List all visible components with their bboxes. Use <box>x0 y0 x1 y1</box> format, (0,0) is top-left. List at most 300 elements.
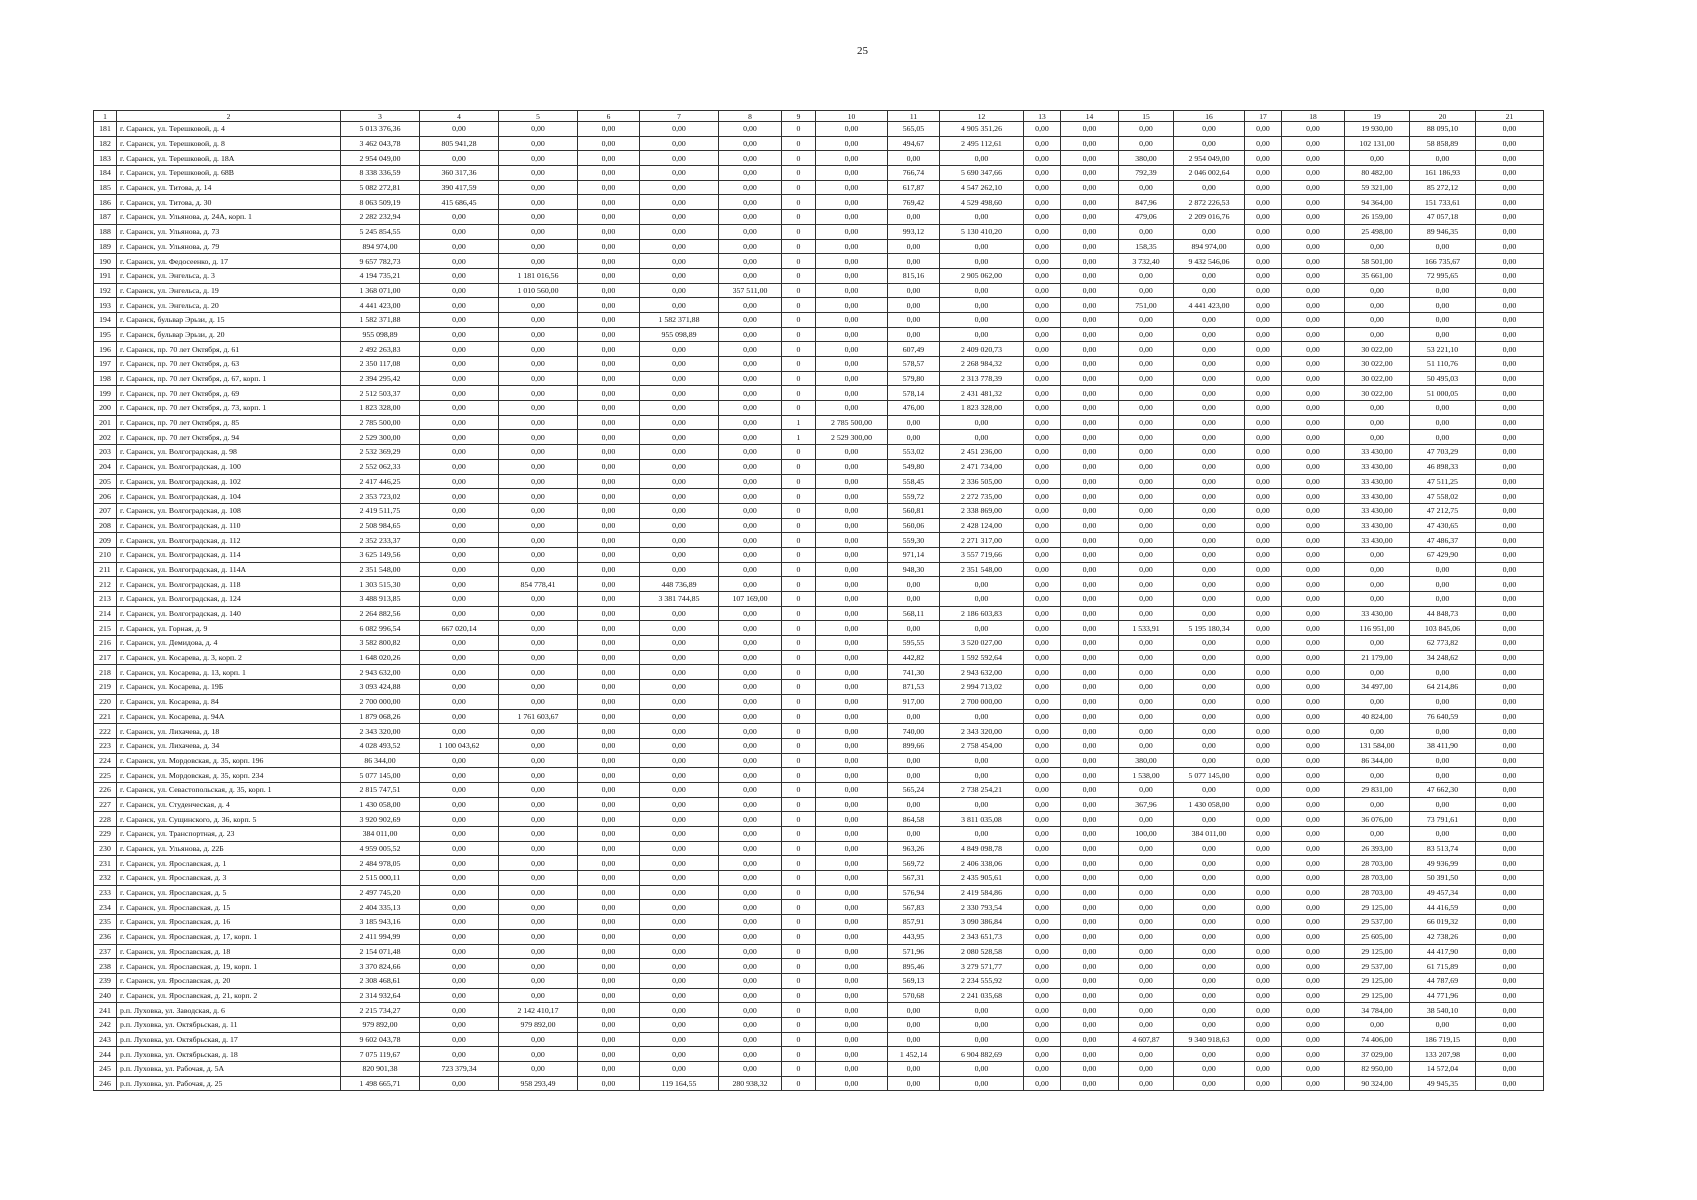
value-cell: 0,00 <box>640 797 719 812</box>
value-cell: 0,00 <box>719 768 782 783</box>
value-cell: 2 532 369,29 <box>341 445 420 460</box>
value-cell: 0,00 <box>1024 694 1061 709</box>
row-number-cell: 185 <box>94 180 117 195</box>
value-cell: 2 954 049,00 <box>341 151 420 166</box>
table-row <box>94 753 1544 768</box>
value-cell: 0,00 <box>499 224 578 239</box>
value-cell: 0,00 <box>499 827 578 842</box>
value-cell: 0,00 <box>1061 812 1119 827</box>
row-number-cell: 210 <box>94 547 117 562</box>
value-cell: 0,00 <box>1174 856 1245 871</box>
value-cell: 0,00 <box>640 371 719 386</box>
address-cell: г. Саранск, ул. Ярославская, д. 21, корп. 2 <box>117 988 341 1003</box>
value-cell: 0,00 <box>578 665 640 680</box>
value-cell: 0,00 <box>816 166 888 181</box>
value-cell: 0,00 <box>1024 180 1061 195</box>
value-cell: 0,00 <box>420 312 499 327</box>
value-cell: 0,00 <box>420 357 499 372</box>
table-row <box>94 577 1544 592</box>
value-cell: 595,55 <box>888 636 940 651</box>
value-cell: 0,00 <box>1476 298 1544 313</box>
row-number-cell: 240 <box>94 988 117 1003</box>
value-cell: 131 584,00 <box>1345 738 1410 753</box>
address-cell: г. Саранск, ул. Косарева, д. 19Б <box>117 680 341 695</box>
value-cell: 0,00 <box>719 195 782 210</box>
address-cell: р.п. Луховка, ул. Заводская, д. 6 <box>117 1003 341 1018</box>
value-cell: 0,00 <box>1345 636 1410 651</box>
value-cell: 0 <box>782 533 816 548</box>
value-cell: 0,00 <box>640 518 719 533</box>
value-cell: 0,00 <box>1245 459 1282 474</box>
value-cell: 0,00 <box>499 166 578 181</box>
value-cell: 0,00 <box>816 959 888 974</box>
value-cell: 0,00 <box>1245 224 1282 239</box>
value-cell: 0,00 <box>719 782 782 797</box>
value-cell: 0 <box>782 166 816 181</box>
address-cell: г. Саранск, ул. Сущинского, д. 36, корп. 5 <box>117 812 341 827</box>
value-cell: 0,00 <box>1061 401 1119 416</box>
value-cell: 0,00 <box>1061 929 1119 944</box>
value-cell: 9 602 043,78 <box>341 1032 420 1047</box>
value-cell: 0,00 <box>1024 827 1061 842</box>
value-cell: 1 181 016,56 <box>499 268 578 283</box>
value-cell: 47 703,29 <box>1410 445 1476 460</box>
value-cell: 0,00 <box>1024 122 1061 137</box>
value-cell: 864,58 <box>888 812 940 827</box>
row-number-cell: 239 <box>94 973 117 988</box>
value-cell: 0 <box>782 136 816 151</box>
row-number-cell: 183 <box>94 151 117 166</box>
value-cell: 0,00 <box>1119 122 1174 137</box>
row-number-cell: 216 <box>94 636 117 651</box>
value-cell: 44 416,59 <box>1410 900 1476 915</box>
value-cell: 0,00 <box>1282 592 1345 607</box>
value-cell: 0,00 <box>420 592 499 607</box>
value-cell: 0,00 <box>888 1032 940 1047</box>
address-cell: г. Саранск, ул. Волгоградская, д. 104 <box>117 489 341 504</box>
column-number-header-row <box>94 111 1544 122</box>
value-cell: 1 582 371,88 <box>341 312 420 327</box>
value-cell: 0,00 <box>640 959 719 974</box>
value-cell: 0,00 <box>1282 915 1345 930</box>
column-number-header: 15 <box>1119 111 1174 122</box>
value-cell: 0,00 <box>719 518 782 533</box>
value-cell: 0,00 <box>578 136 640 151</box>
value-cell: 0,00 <box>1174 283 1245 298</box>
value-cell: 0,00 <box>1245 298 1282 313</box>
value-cell: 0,00 <box>719 268 782 283</box>
value-cell: 0,00 <box>1282 415 1345 430</box>
value-cell: 0,00 <box>816 180 888 195</box>
address-cell: г. Саранск, ул. Ярославская, д. 3 <box>117 871 341 886</box>
value-cell: 0,00 <box>1410 327 1476 342</box>
value-cell: 29 125,00 <box>1345 988 1410 1003</box>
value-cell: 0,00 <box>499 753 578 768</box>
value-cell: 73 791,61 <box>1410 812 1476 827</box>
value-cell: 895,46 <box>888 959 940 974</box>
value-cell: 0,00 <box>1061 254 1119 269</box>
value-cell: 2 351 548,00 <box>341 562 420 577</box>
value-cell: 35 661,00 <box>1345 268 1410 283</box>
value-cell: 0,00 <box>1245 680 1282 695</box>
row-number-cell: 233 <box>94 885 117 900</box>
value-cell: 0,00 <box>1476 944 1544 959</box>
value-cell: 2 215 734,27 <box>341 1003 420 1018</box>
value-cell: 0,00 <box>816 827 888 842</box>
value-cell: 0,00 <box>1476 900 1544 915</box>
table-row <box>94 518 1544 533</box>
value-cell: 769,42 <box>888 195 940 210</box>
address-cell: г. Саранск, ул. Ярославская, д. 20 <box>117 973 341 988</box>
value-cell: 0,00 <box>1282 122 1345 137</box>
column-number-header: 2 <box>117 111 341 122</box>
value-cell: 0,00 <box>578 827 640 842</box>
value-cell: 0 <box>782 592 816 607</box>
value-cell: 0,00 <box>1061 650 1119 665</box>
value-cell: 0,00 <box>1024 312 1061 327</box>
row-number-cell: 243 <box>94 1032 117 1047</box>
value-cell: 0,00 <box>1024 136 1061 151</box>
value-cell: 0 <box>782 841 816 856</box>
value-cell: 0,00 <box>1024 900 1061 915</box>
value-cell: 0,00 <box>1282 342 1345 357</box>
value-cell: 0,00 <box>1174 709 1245 724</box>
value-cell: 0,00 <box>578 959 640 974</box>
value-cell: 0,00 <box>420 268 499 283</box>
value-cell: 0,00 <box>816 489 888 504</box>
value-cell: 0,00 <box>499 871 578 886</box>
value-cell: 571,96 <box>888 944 940 959</box>
address-cell: г. Саранск, ул. Терешковой, д. 68В <box>117 166 341 181</box>
value-cell: 0,00 <box>1410 694 1476 709</box>
value-cell: 0,00 <box>1245 489 1282 504</box>
value-cell: 0,00 <box>1245 694 1282 709</box>
value-cell: 568,11 <box>888 606 940 621</box>
address-cell: г. Саранск, пр. 70 лет Октября, д. 85 <box>117 415 341 430</box>
table-row <box>94 606 1544 621</box>
value-cell: 0,00 <box>1245 533 1282 548</box>
value-cell: 0,00 <box>1282 459 1345 474</box>
value-cell: 0,00 <box>1282 195 1345 210</box>
value-cell: 740,00 <box>888 724 940 739</box>
value-cell: 0,00 <box>1061 327 1119 342</box>
row-number-cell: 196 <box>94 342 117 357</box>
value-cell: 0,00 <box>1119 636 1174 651</box>
value-cell: 0,00 <box>1476 474 1544 489</box>
value-cell: 0,00 <box>640 768 719 783</box>
value-cell: 0,00 <box>1174 1076 1245 1091</box>
value-cell: 0 <box>782 562 816 577</box>
value-cell: 1 010 560,00 <box>499 283 578 298</box>
column-number-header: 11 <box>888 111 940 122</box>
value-cell: 0,00 <box>578 459 640 474</box>
value-cell: 0,00 <box>1282 944 1345 959</box>
value-cell: 33 430,00 <box>1345 474 1410 489</box>
value-cell: 0,00 <box>816 1047 888 1062</box>
value-cell: 0,00 <box>1410 151 1476 166</box>
address-cell: г. Саранск, ул. Ярославская, д. 1 <box>117 856 341 871</box>
row-number-cell: 190 <box>94 254 117 269</box>
value-cell: 0,00 <box>719 239 782 254</box>
value-cell: 0,00 <box>719 1017 782 1032</box>
value-cell: 2 406 338,06 <box>940 856 1024 871</box>
value-cell: 4 194 735,21 <box>341 268 420 283</box>
value-cell: 0,00 <box>1174 357 1245 372</box>
value-cell: 0,00 <box>1024 1003 1061 1018</box>
value-cell: 0,00 <box>1061 415 1119 430</box>
value-cell: 0 <box>782 621 816 636</box>
value-cell: 0,00 <box>1476 1047 1544 1062</box>
value-cell: 0,00 <box>1061 871 1119 886</box>
value-cell: 0,00 <box>499 812 578 827</box>
value-cell: 0,00 <box>640 694 719 709</box>
value-cell: 0,00 <box>420 988 499 1003</box>
value-cell: 0,00 <box>420 122 499 137</box>
value-cell: 0,00 <box>420 577 499 592</box>
value-cell: 0,00 <box>499 915 578 930</box>
value-cell: 0,00 <box>1024 753 1061 768</box>
table-row <box>94 929 1544 944</box>
value-cell: 1 592 592,64 <box>940 650 1024 665</box>
value-cell: 0,00 <box>578 1032 640 1047</box>
value-cell: 0,00 <box>420 533 499 548</box>
address-cell: г. Саранск, ул. Горная, д. 9 <box>117 621 341 636</box>
value-cell: 0,00 <box>640 415 719 430</box>
row-number-cell: 244 <box>94 1047 117 1062</box>
value-cell: 0 <box>782 386 816 401</box>
value-cell: 0,00 <box>499 518 578 533</box>
value-cell: 963,26 <box>888 841 940 856</box>
value-cell: 0,00 <box>1061 445 1119 460</box>
value-cell: 0,00 <box>640 136 719 151</box>
value-cell: 0 <box>782 929 816 944</box>
address-cell: г. Саранск, ул. Федосеенко, д. 17 <box>117 254 341 269</box>
value-cell: 0,00 <box>719 327 782 342</box>
value-cell: 2 512 503,37 <box>341 386 420 401</box>
address-cell: г. Саранск, ул. Волгоградская, д. 114 <box>117 547 341 562</box>
value-cell: 0,00 <box>499 650 578 665</box>
value-cell: 0,00 <box>1119 782 1174 797</box>
value-cell: 2 209 016,76 <box>1174 210 1245 225</box>
value-cell: 0,00 <box>1245 562 1282 577</box>
value-cell: 0,00 <box>420 239 499 254</box>
value-cell: 979 892,00 <box>341 1017 420 1032</box>
value-cell: 0,00 <box>719 694 782 709</box>
row-number-cell: 189 <box>94 239 117 254</box>
value-cell: 0,00 <box>1119 1047 1174 1062</box>
value-cell: 0,00 <box>816 562 888 577</box>
value-cell: 0,00 <box>640 533 719 548</box>
value-cell: 0,00 <box>1245 988 1282 1003</box>
value-cell: 158,35 <box>1119 239 1174 254</box>
value-cell: 0,00 <box>499 665 578 680</box>
value-cell: 0,00 <box>816 636 888 651</box>
table-row <box>94 665 1544 680</box>
value-cell: 578,14 <box>888 386 940 401</box>
value-cell: 0,00 <box>578 533 640 548</box>
value-cell: 0,00 <box>1061 298 1119 313</box>
value-cell: 0,00 <box>499 885 578 900</box>
value-cell: 0,00 <box>1174 694 1245 709</box>
value-cell: 442,82 <box>888 650 940 665</box>
value-cell: 0,00 <box>578 709 640 724</box>
value-cell: 0,00 <box>1245 885 1282 900</box>
value-cell: 151 733,61 <box>1410 195 1476 210</box>
value-cell: 0 <box>782 195 816 210</box>
value-cell: 1 100 043,62 <box>420 738 499 753</box>
value-cell: 47 558,02 <box>1410 489 1476 504</box>
value-cell: 0,00 <box>1024 1047 1061 1062</box>
value-cell: 0,00 <box>1174 944 1245 959</box>
value-cell: 0,00 <box>1061 606 1119 621</box>
value-cell: 0,00 <box>1245 592 1282 607</box>
value-cell: 3 370 824,66 <box>341 959 420 974</box>
value-cell: 0,00 <box>499 180 578 195</box>
value-cell: 0,00 <box>1476 827 1544 842</box>
value-cell: 0,00 <box>420 724 499 739</box>
value-cell: 0,00 <box>1061 562 1119 577</box>
table-row <box>94 915 1544 930</box>
value-cell: 2 343 320,00 <box>940 724 1024 739</box>
value-cell: 0,00 <box>888 827 940 842</box>
value-cell: 0,00 <box>940 415 1024 430</box>
value-cell: 0,00 <box>816 856 888 871</box>
value-cell: 0,00 <box>1476 166 1544 181</box>
value-cell: 0 <box>782 224 816 239</box>
value-cell: 2 417 446,25 <box>341 474 420 489</box>
value-cell: 0,00 <box>499 562 578 577</box>
value-cell: 0,00 <box>1282 136 1345 151</box>
value-cell: 0,00 <box>1476 856 1544 871</box>
value-cell: 0,00 <box>1245 430 1282 445</box>
value-cell: 0 <box>782 1062 816 1077</box>
value-cell: 49 457,34 <box>1410 885 1476 900</box>
value-cell: 815,16 <box>888 268 940 283</box>
value-cell: 2 700 000,00 <box>940 694 1024 709</box>
table-row <box>94 709 1544 724</box>
value-cell: 26 159,00 <box>1345 210 1410 225</box>
value-cell: 0,00 <box>940 327 1024 342</box>
value-cell: 0,00 <box>1119 415 1174 430</box>
value-cell: 0,00 <box>1174 401 1245 416</box>
value-cell: 4 028 493,52 <box>341 738 420 753</box>
value-cell: 0,00 <box>816 900 888 915</box>
value-cell: 0,00 <box>1061 738 1119 753</box>
value-cell: 0,00 <box>719 489 782 504</box>
value-cell: 0,00 <box>420 224 499 239</box>
value-cell: 0,00 <box>816 342 888 357</box>
value-cell: 0,00 <box>499 768 578 783</box>
value-cell: 0,00 <box>1061 503 1119 518</box>
value-cell: 0,00 <box>499 371 578 386</box>
value-cell: 0,00 <box>1024 445 1061 460</box>
value-cell: 0,00 <box>1476 1017 1544 1032</box>
row-number-cell: 182 <box>94 136 117 151</box>
value-cell: 971,14 <box>888 547 940 562</box>
value-cell: 0,00 <box>1282 665 1345 680</box>
value-cell: 576,94 <box>888 885 940 900</box>
value-cell: 0,00 <box>1245 871 1282 886</box>
value-cell: 0,00 <box>1119 812 1174 827</box>
value-cell: 0,00 <box>1061 1047 1119 1062</box>
value-cell: 565,24 <box>888 782 940 797</box>
value-cell: 3 090 386,84 <box>940 915 1024 930</box>
value-cell: 0,00 <box>1119 342 1174 357</box>
value-cell: 0,00 <box>1119 1076 1174 1091</box>
value-cell: 0,00 <box>1345 724 1410 739</box>
value-cell: 0,00 <box>1345 312 1410 327</box>
value-cell: 0,00 <box>816 885 888 900</box>
value-cell: 0,00 <box>1282 885 1345 900</box>
value-cell: 0,00 <box>1061 518 1119 533</box>
value-cell: 0,00 <box>640 474 719 489</box>
value-cell: 0,00 <box>1061 915 1119 930</box>
value-cell: 5 690 347,66 <box>940 166 1024 181</box>
row-number-cell: 223 <box>94 738 117 753</box>
value-cell: 2 336 505,00 <box>940 474 1024 489</box>
value-cell: 0,00 <box>816 136 888 151</box>
value-cell: 0,00 <box>816 592 888 607</box>
value-cell: 166 735,67 <box>1410 254 1476 269</box>
value-cell: 0,00 <box>816 988 888 1003</box>
value-cell: 0,00 <box>1410 768 1476 783</box>
value-cell: 0,00 <box>1476 1062 1544 1077</box>
value-cell: 0,00 <box>1345 562 1410 577</box>
value-cell: 9 657 782,73 <box>341 254 420 269</box>
value-cell: 0,00 <box>1476 239 1544 254</box>
table-row <box>94 988 1544 1003</box>
value-cell: 0,00 <box>719 753 782 768</box>
value-cell: 0,00 <box>420 973 499 988</box>
value-cell: 0,00 <box>578 386 640 401</box>
value-cell: 0,00 <box>1245 944 1282 959</box>
value-cell: 5 077 145,00 <box>341 768 420 783</box>
value-cell: 88 095,10 <box>1410 122 1476 137</box>
value-cell: 0,00 <box>1119 533 1174 548</box>
table-row <box>94 195 1544 210</box>
address-cell: г. Саранск, ул. Студенческая, д. 4 <box>117 797 341 812</box>
value-cell: 0,00 <box>1282 547 1345 562</box>
value-cell: 0,00 <box>816 445 888 460</box>
value-cell: 0,00 <box>1061 283 1119 298</box>
value-cell: 0,00 <box>420 518 499 533</box>
value-cell: 0,00 <box>719 577 782 592</box>
value-cell: 0,00 <box>1061 885 1119 900</box>
value-cell: 0,00 <box>816 210 888 225</box>
row-number-cell: 195 <box>94 327 117 342</box>
value-cell: 0,00 <box>1410 283 1476 298</box>
value-cell: 0,00 <box>1174 136 1245 151</box>
value-cell: 47 511,25 <box>1410 474 1476 489</box>
value-cell: 0,00 <box>1282 1032 1345 1047</box>
value-cell: 0,00 <box>499 856 578 871</box>
value-cell: 723 379,34 <box>420 1062 499 1077</box>
value-cell: 0,00 <box>578 1062 640 1077</box>
value-cell: 0,00 <box>1476 592 1544 607</box>
value-cell: 0,00 <box>816 694 888 709</box>
address-cell: р.п. Луховка, ул. Октябрьская, д. 11 <box>117 1017 341 1032</box>
value-cell: 0,00 <box>578 268 640 283</box>
value-cell: 33 430,00 <box>1345 445 1410 460</box>
value-cell: 0,00 <box>640 650 719 665</box>
column-number-header: 20 <box>1410 111 1476 122</box>
value-cell: 0,00 <box>578 1003 640 1018</box>
value-cell: 0,00 <box>1024 885 1061 900</box>
value-cell: 0,00 <box>1282 210 1345 225</box>
value-cell: 0,00 <box>1282 533 1345 548</box>
value-cell: 0,00 <box>499 489 578 504</box>
column-number-header: 17 <box>1245 111 1282 122</box>
